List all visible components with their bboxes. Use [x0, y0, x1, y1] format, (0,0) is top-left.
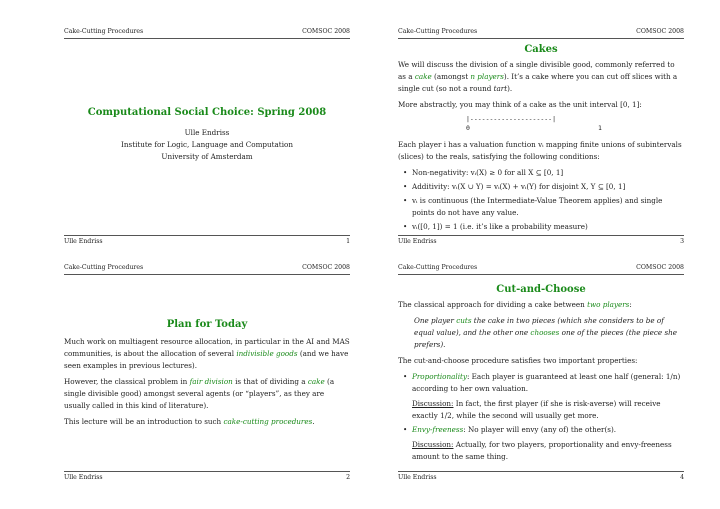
paragraph: Much work on multiagent resource allocation, in particular in the AI and MAS communities, is about the allocation of several indivisible goods (and we have seen examples in previous lectures). [64, 337, 350, 370]
property-list [398, 371, 684, 463]
paragraph: This lecture will be an introduction to such cake-cutting procedures. [64, 417, 315, 426]
slide-2 [64, 263, 350, 483]
slide-1 [64, 27, 350, 247]
header-course: COMSOC 2008 [636, 264, 684, 271]
header-title: Cake-Cutting Procedures [398, 28, 478, 35]
paragraph: However, the classical problem in fair division is that of dividing a cake (a single divisible good) amongst several agents (or “players”, as they are usually called in this kind of literature). [64, 377, 335, 410]
slide-title: Plan for Today [166, 319, 248, 330]
slide-footer [64, 235, 350, 247]
interval-one: 1 [598, 124, 602, 132]
list-item: • Proportionality: Each player is guaranteed at least one half (general: 1/n) according to her own valuation. Discussion: In fact, the first player (if she is risk-averse) will receive exactly 1/2, while the second will usually get more. [403, 372, 681, 420]
paragraph: Each player i has a valuation function vᵢ mapping finite unions of subintervals (slices) to the reals, satisfying the following conditions: [398, 140, 682, 161]
slide-body [64, 336, 350, 432]
slide-header [398, 27, 684, 39]
header-title: Cake-Cutting Procedures [64, 264, 144, 271]
slide-body [398, 59, 684, 235]
page-number: 4 [680, 474, 684, 481]
paragraph: The classical approach for dividing a cake between two players: [398, 300, 632, 309]
slide-footer [64, 471, 350, 483]
footer-author: Ulle Endriss [398, 238, 437, 245]
procedure-quote: One player cuts the cake in two pieces (which she considers to be of equal value), and the other one chooses one of the pieces (the piece she prefers). [414, 316, 678, 349]
list-item: • Non-negativity: vᵢ(X) ≥ 0 for all X ⊆ [0, 1] [403, 168, 564, 177]
title-block [64, 127, 350, 163]
slide-header [398, 263, 684, 275]
list-item: • Additivity: vᵢ(X ∪ Y) = vᵢ(X) + vᵢ(Y) for disjoint X, Y ⊆ [0, 1] [403, 182, 626, 191]
page-number: 1 [346, 238, 350, 245]
list-item: • vᵢ([0, 1]) = 1 (i.e. it’s like a probability measure) [403, 222, 588, 231]
list-item: • Envy-freeness: No player will envy (any of) the other(s). Discussion: Actually, for two players, proportionality and envy-freeness amount to the same thing. [403, 425, 672, 461]
slide-3 [398, 27, 684, 247]
list-item: • vᵢ is continuous (the Intermediate-Value Theorem applies) and single points do not have any value. [403, 196, 663, 217]
header-course: COMSOC 2008 [636, 28, 684, 35]
slide-title: Cakes [524, 44, 558, 55]
footer-author: Ulle Endriss [64, 474, 103, 481]
paragraph: More abstractly, you may think of a cake as the unit interval [0, 1]: [398, 100, 642, 109]
university: University of Amsterdam [161, 152, 253, 161]
author: Ulle Endriss [184, 128, 230, 137]
unit-interval: |---------------------| 0 1 [466, 115, 602, 132]
condition-list [398, 167, 684, 233]
slide-4 [398, 263, 684, 483]
paragraph: The cut-and-choose procedure satisfies two important properties: [398, 356, 638, 365]
slide-header [64, 27, 350, 39]
footer-author: Ulle Endriss [64, 238, 103, 245]
header-title: Cake-Cutting Procedures [398, 264, 478, 271]
page-number: 2 [346, 474, 350, 481]
slide-title: Computational Social Choice: Spring 2008 [87, 107, 327, 118]
paragraph: We will discuss the division of a single divisible good, commonly referred to as a cake (amongst n players). It’s a cake where you can cut off slices with a single cut (so not a round tart). [398, 60, 678, 93]
slide-title: Cut-and-Choose [496, 284, 586, 295]
interval-zero: 0 [466, 124, 470, 132]
header-course: COMSOC 2008 [302, 264, 350, 271]
header-title: Cake-Cutting Procedures [64, 28, 144, 35]
page-number: 3 [680, 238, 684, 245]
slide-footer [398, 235, 684, 247]
footer-author: Ulle Endriss [398, 474, 437, 481]
institute: Institute for Logic, Language and Computation [121, 140, 293, 149]
slide-header [64, 263, 350, 275]
slide-body [398, 299, 684, 465]
header-course: COMSOC 2008 [302, 28, 350, 35]
slide-footer [398, 471, 684, 483]
